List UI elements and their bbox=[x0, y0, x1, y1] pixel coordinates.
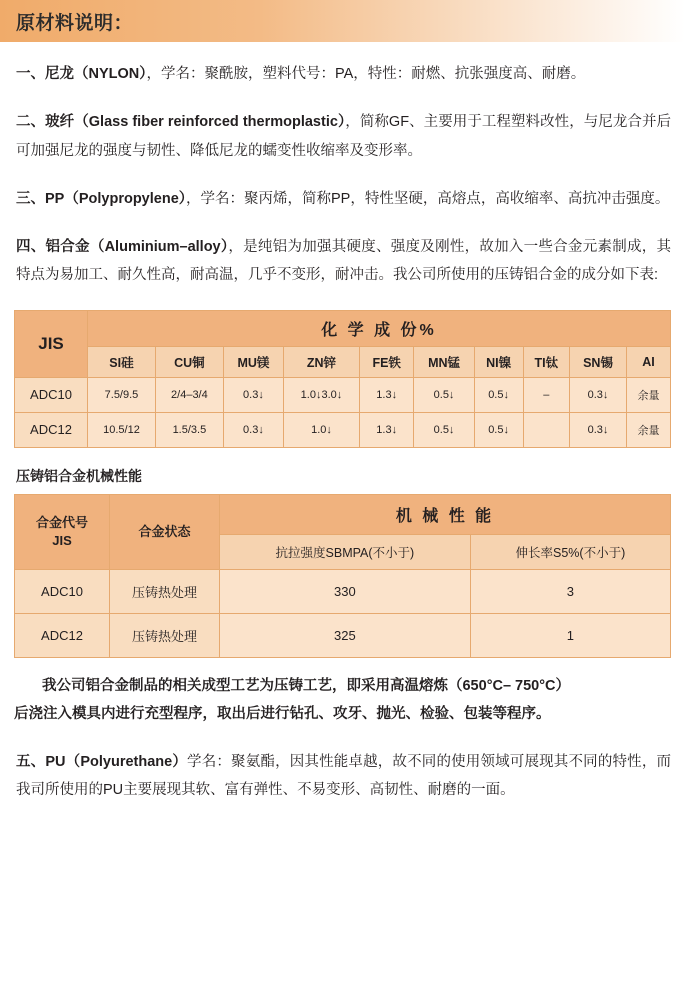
column-header-elongation: 伸长率S5%(不小于) bbox=[470, 534, 670, 569]
process-note-line2: 后浇注入模具内进行充型程序，取出后进行钻孔、攻牙、抛光、检验、包装等程序。 bbox=[14, 705, 551, 722]
cell-adc12-si: 10.5/12 bbox=[88, 412, 156, 447]
cell-adc10-mn: 0.5↓ bbox=[414, 377, 474, 412]
item-number: 二、 bbox=[16, 114, 46, 131]
item-number: 三、 bbox=[16, 190, 45, 207]
table-row bbox=[15, 377, 671, 412]
cell-adc10-si: 7.5/9.5 bbox=[88, 377, 156, 412]
process-note-line1: 我公司铝合金制品的相关成型工艺为压铸工艺，即采用高温熔炼（650°C– 750°C） bbox=[42, 677, 571, 694]
column-header-sn: SN锡 bbox=[570, 346, 627, 377]
item-number: 四、 bbox=[16, 239, 46, 256]
mechanical-section-label: 压铸铝合金机械性能 bbox=[16, 467, 142, 484]
cell-adc10-elongation: 3 bbox=[470, 569, 670, 613]
mech-code-header-line1: 合金代号 bbox=[35, 515, 88, 531]
column-header-ti: TI钛 bbox=[523, 346, 570, 377]
material-item-nylon bbox=[14, 60, 671, 88]
item-name: 玻纤 bbox=[45, 114, 75, 131]
item-body: ，学名：聚丙烯，简称PP，特性坚硬，高熔点，高收缩率、高抗冲击强度。 bbox=[186, 190, 670, 207]
item-name: PP bbox=[45, 190, 65, 207]
table-header-row bbox=[15, 346, 671, 377]
item-body: 学名：聚氨酯，因其性能卓越，故不同的使用领域可展现其不同的特性，而我司所使用的PU主要展现其软、富有弹性、不易变形、高韧性、耐磨的一面。 bbox=[16, 754, 672, 799]
page-title-bar bbox=[0, 0, 685, 42]
mechanical-properties-table bbox=[14, 494, 671, 658]
cell-adc10-ni: 0.5↓ bbox=[474, 377, 523, 412]
mech-row-state-adc10: 压铸热处理 bbox=[110, 569, 220, 613]
column-header-si: SI硅 bbox=[88, 346, 156, 377]
column-header-ni: NI镍 bbox=[474, 346, 523, 377]
column-header-ai: AI bbox=[626, 346, 670, 377]
row-label-adc10: ADC10 bbox=[15, 377, 88, 412]
column-header-fe: FE铁 bbox=[359, 346, 414, 377]
cell-adc12-mn: 0.5↓ bbox=[414, 412, 474, 447]
cell-adc12-cu: 1.5/3.5 bbox=[155, 412, 223, 447]
row-label-adc12: ADC12 bbox=[15, 412, 88, 447]
mech-code-header bbox=[15, 494, 110, 569]
cell-adc12-sn: 0.3↓ bbox=[570, 412, 627, 447]
page-title: 原材料说明： bbox=[16, 12, 134, 34]
table-row bbox=[15, 412, 671, 447]
item-body: ，学名：聚酰胺，塑料代号：PA，特性：耐燃、抗张强度高、耐磨。 bbox=[146, 66, 586, 82]
cell-adc12-elongation: 1 bbox=[470, 613, 670, 657]
material-item-pu bbox=[14, 748, 671, 805]
material-item-aluminium-alloy bbox=[14, 233, 671, 290]
cell-adc12-mu: 0.3↓ bbox=[223, 412, 283, 447]
cell-adc12-tensile: 325 bbox=[220, 613, 471, 657]
column-header-tensile: 抗拉强度SBMPA(不小于) bbox=[220, 534, 471, 569]
item-name-latin: （NYLON） bbox=[74, 66, 147, 82]
table-row bbox=[15, 310, 671, 346]
mech-row-state-adc12: 压铸热处理 bbox=[110, 613, 220, 657]
cell-adc10-sn: 0.3↓ bbox=[570, 377, 627, 412]
mech-row-label-adc10: ADC10 bbox=[15, 569, 110, 613]
item-name-latin: （Glass fiber reinforced thermoplastic） bbox=[74, 114, 346, 131]
chemical-composition-table bbox=[14, 310, 671, 448]
table-row bbox=[15, 613, 671, 657]
material-item-pp bbox=[14, 185, 671, 213]
item-name: 铝合金 bbox=[45, 239, 90, 256]
chem-table-title: 化 学 成 份% bbox=[88, 310, 671, 346]
cell-adc10-mu: 0.3↓ bbox=[223, 377, 283, 412]
mech-code-header-line2: JIS bbox=[52, 532, 72, 548]
item-name-latin: （Polyurethane） bbox=[65, 754, 188, 771]
cell-adc12-fe: 1.3↓ bbox=[359, 412, 414, 447]
cell-adc10-tensile: 330 bbox=[220, 569, 471, 613]
cell-adc12-ai: 余量 bbox=[626, 412, 670, 447]
cell-adc10-fe: 1.3↓ bbox=[359, 377, 414, 412]
item-name-latin: （Aluminium–alloy） bbox=[89, 239, 229, 256]
column-header-cu: CU铜 bbox=[155, 346, 223, 377]
mech-table-title: 机 械 性 能 bbox=[220, 494, 671, 534]
cell-adc12-ni: 0.5↓ bbox=[474, 412, 523, 447]
item-body: ，是纯铝为加强其硬度、强度及刚性，故加入一些合金元素制成，其特点为易加工、耐久性高，耐高温，几乎不变形，耐冲击。我公司所使用的压铸铝合金的成分如下表: bbox=[16, 239, 672, 284]
table-row bbox=[15, 494, 671, 534]
item-body: ，简称GF、主要用于工程塑料改性，与尼龙合并后可加强尼龙的强度与韧性、降低尼龙的蠕变性收缩率及变形率。 bbox=[16, 114, 672, 159]
material-item-glass-fiber bbox=[14, 108, 671, 165]
item-name: 尼龙 bbox=[45, 66, 74, 82]
mech-state-header: 合金状态 bbox=[110, 494, 220, 569]
process-note bbox=[14, 672, 671, 729]
cell-adc10-ai: 余量 bbox=[626, 377, 670, 412]
column-header-zn: ZN锌 bbox=[284, 346, 360, 377]
cell-adc10-ti: – bbox=[523, 377, 570, 412]
chem-corner-label: JIS bbox=[15, 310, 88, 377]
mech-row-label-adc12: ADC12 bbox=[15, 613, 110, 657]
cell-adc12-zn: 1.0↓ bbox=[284, 412, 360, 447]
column-header-mn: MN锰 bbox=[414, 346, 474, 377]
item-name: PU bbox=[45, 754, 66, 771]
item-name-latin: （Polypropylene） bbox=[64, 190, 187, 207]
cell-adc10-zn: 1.0↓3.0↓ bbox=[284, 377, 360, 412]
table-row bbox=[15, 569, 671, 613]
item-number: 一、 bbox=[16, 66, 45, 82]
cell-adc12-ti bbox=[523, 412, 570, 447]
item-number: 五、 bbox=[16, 754, 46, 771]
cell-adc10-cu: 2/4–3/4 bbox=[155, 377, 223, 412]
column-header-mu: MU镁 bbox=[223, 346, 283, 377]
